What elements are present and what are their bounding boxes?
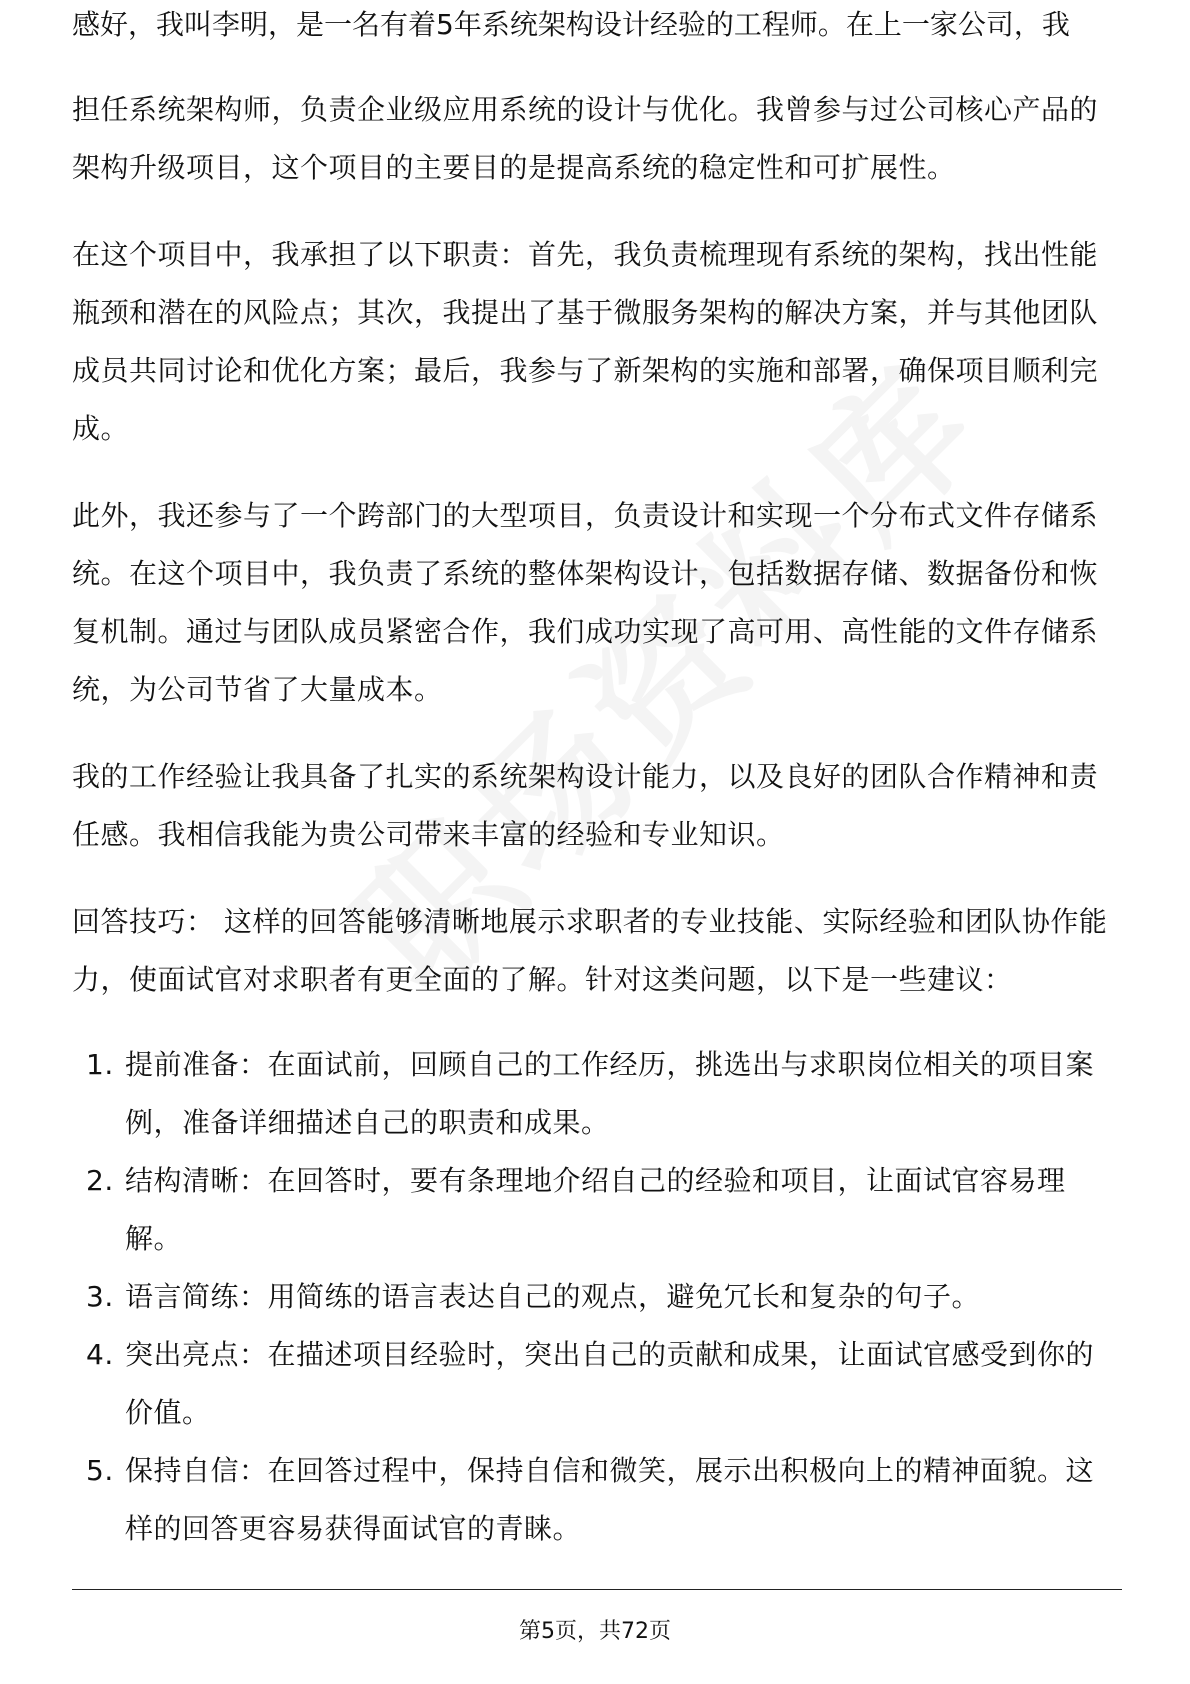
list-item-text: 突出亮点：在描述项目经验时，突出自己的贡献和成果，让面试官感受到你的价值。 — [125, 1338, 1095, 1429]
paragraph-4: 我的工作经验让我具备了扎实的系统架构设计能力，以及良好的团队合作精神和责任感。我相信我能为贵公司带来丰富的经验和专业知识。 — [72, 760, 1099, 851]
list-item — [72, 1268, 1122, 1326]
list-item-text: 提前准备：在面试前，回顾自己的工作经历，挑选出与求职岗位相关的项目案例，准备详细描述自己的职责和成果。 — [125, 1048, 1095, 1139]
paragraph-1: 担任系统架构师，负责企业级应用系统的设计与优化。我曾参与过公司核心产品的架构升级项目，这个项目的主要目的是提高系统的稳定性和可扩展性。 — [72, 93, 1099, 184]
page-number: 第5页，共72页 — [519, 1619, 671, 1644]
list-item-text: 保持自信：在回答过程中，保持自信和微笑，展示出积极向上的精神面貌。这样的回答更容易获得面试官的青睐。 — [125, 1454, 1095, 1545]
cut-off-top-line-text: 感好，我叫李明，是一名有着5年系统架构设计经验的工程师。在上一家公司，我 — [72, 8, 1070, 41]
list-item — [72, 1036, 1122, 1152]
answer-tips-intro: 回答技巧： 这样的回答能够清晰地展示求职者的专业技能、实际经验和团队协作能力，使面试官对求职者有更全面的了解。针对这类问题，以下是一些建议： — [72, 905, 1108, 996]
list-item — [72, 1326, 1122, 1442]
list-item-text: 结构清晰：在回答时，要有条理地介绍自己的经验和项目，让面试官容易理解。 — [125, 1164, 1066, 1255]
list-item-number: 4. — [86, 1338, 114, 1371]
list-item — [72, 1442, 1122, 1558]
tips-list — [72, 1036, 1122, 1558]
paragraph-2: 在这个项目中，我承担了以下职责：首先，我负责梳理现有系统的架构，找出性能瓶颈和潜在的风险点；其次，我提出了基于微服务架构的解决方案，并与其他团队成员共同讨论和优化方案；最后，我参与了新架构的实施和部署，确保项目顺利完成。 — [72, 238, 1099, 445]
list-item-number: 1. — [86, 1048, 114, 1081]
list-item-number: 3. — [86, 1280, 114, 1313]
cut-off-top-line — [72, 8, 1122, 68]
list-item — [72, 1152, 1122, 1268]
paragraph-3: 此外，我还参与了一个跨部门的大型项目，负责设计和实现一个分布式文件存储系统。在这个项目中，我负责了系统的整体架构设计，包括数据存储、数据备份和恢复机制。通过与团队成员紧密合作，我们成功实现了高可用、高性能的文件存储系统，为公司节省了大量成本。 — [72, 499, 1099, 706]
list-item-number: 2. — [86, 1164, 114, 1197]
footer-divider — [72, 1589, 1122, 1590]
list-item-text: 语言简练：用简练的语言表达自己的观点，避免冗长和复杂的句子。 — [125, 1280, 981, 1313]
list-item-number: 5. — [86, 1454, 114, 1487]
